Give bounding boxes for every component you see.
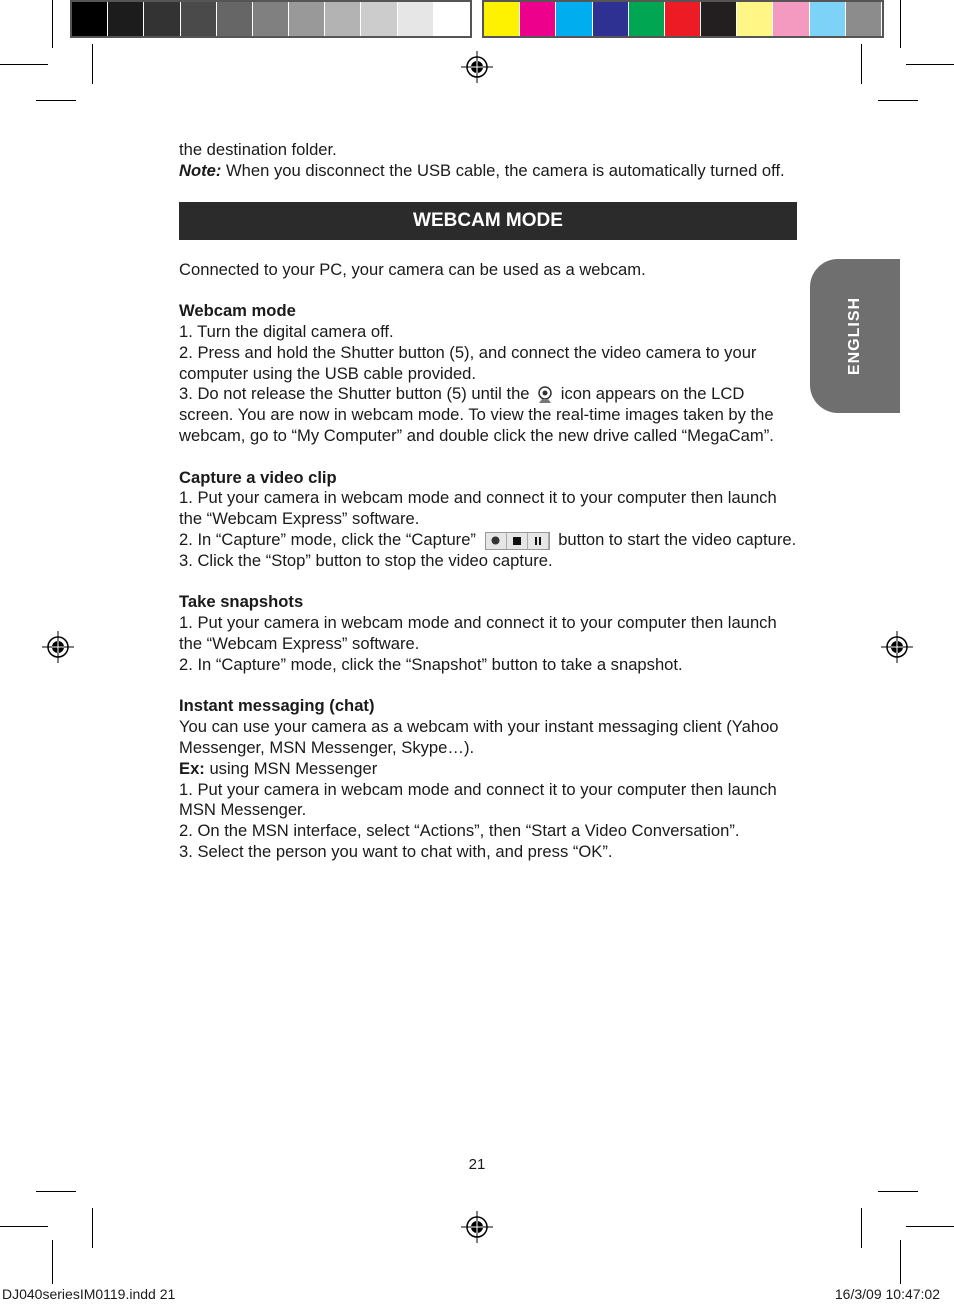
registration-mark-icon	[461, 51, 493, 83]
color-swatch	[665, 2, 701, 36]
webcam-step-3	[179, 384, 799, 446]
capture-step-2	[179, 530, 799, 551]
snapshots-step-1: 1. Put your camera in webcam mode and connect it to your computer then launch the “Webcam Express” software.	[179, 613, 777, 653]
note-paragraph	[179, 161, 799, 182]
color-swatch	[846, 2, 882, 36]
chat-intro: You can use your camera as a webcam with your instant messaging client (Yahoo Messenger, MSN Messenger, Skype…).	[179, 717, 779, 757]
registration-mark-icon	[461, 1211, 493, 1243]
registration-mark-icon	[42, 631, 74, 663]
color-swatch	[181, 2, 217, 36]
webcam-step-2: 2. Press and hold the Shutter button (5), and connect the video camera to your computer using the USB cable provided.	[179, 342, 757, 383]
example-text: using MSN Messenger	[204, 758, 378, 778]
footer-file-name: DJ040seriesIM0119.indd 21	[2, 1286, 176, 1302]
grayscale-calibration-bar	[70, 0, 472, 38]
crop-mark	[900, 0, 901, 48]
crop-mark	[52, 0, 53, 48]
color-swatch	[593, 2, 629, 36]
color-swatch	[398, 2, 434, 36]
webcam-step-1: 1. Turn the digital camera off.	[179, 321, 394, 341]
crop-mark	[878, 100, 918, 101]
snapshots-step-2: 2. In “Capture” mode, click the “Snapshot” button to take a snapshot.	[179, 654, 683, 674]
note-text: When you disconnect the USB cable, the camera is automatically turned off.	[221, 160, 785, 180]
webcam-mode-heading: Webcam mode	[179, 301, 296, 321]
crop-mark	[36, 100, 76, 101]
color-swatch	[520, 2, 556, 36]
crop-mark	[0, 1226, 48, 1227]
color-swatch	[253, 2, 289, 36]
crop-mark	[878, 1191, 918, 1192]
pause-icon	[528, 533, 549, 549]
color-swatch	[361, 2, 397, 36]
capture-heading: Capture a video clip	[179, 467, 337, 487]
webcam-step-3-end: icon appears on the LCD screen. You are now in webcam mode. To view the real-time images taken by the webcam, go to “My Computer” and double click the new drive called “MegaCam”.	[179, 384, 774, 445]
chat-heading: Instant messaging (chat)	[179, 696, 375, 716]
chat-step-1: 1. Put your camera in webcam mode and connect it to your computer then launch MSN Messenger.	[179, 779, 777, 820]
capture-step-2-start: 2. In “Capture” mode, click the “Capture”	[179, 529, 481, 549]
color-swatch	[701, 2, 737, 36]
color-swatch	[289, 2, 325, 36]
color-swatch	[773, 2, 809, 36]
chat-step-2: 2. On the MSN interface, select “Actions”, then “Start a Video Conversation”.	[179, 821, 740, 841]
color-swatch	[810, 2, 846, 36]
color-swatch	[144, 2, 180, 36]
color-calibration-bar	[482, 0, 884, 38]
crop-mark	[92, 44, 93, 84]
capture-controls-icon	[485, 532, 550, 550]
connected-paragraph: Connected to your PC, your camera can be used as a webcam.	[179, 259, 646, 279]
capture-step-1: 1. Put your camera in webcam mode and connect it to your computer then launch the “Webcam Express” software.	[179, 488, 777, 529]
crop-mark	[906, 64, 954, 65]
capture-step-2-end: button to start the video capture.	[553, 529, 797, 549]
color-swatch	[737, 2, 773, 36]
webcam-step-3-start: 3. Do not release the Shutter button (5) until the	[179, 384, 535, 404]
color-swatch	[556, 2, 592, 36]
section-banner: WEBCAM MODE	[179, 202, 797, 240]
crop-mark	[861, 44, 862, 84]
note-label: Note:	[179, 160, 222, 180]
language-side-tab	[810, 259, 900, 413]
crop-mark	[0, 64, 48, 65]
crop-mark	[906, 1226, 954, 1227]
snapshots-heading: Take snapshots	[179, 592, 304, 612]
color-swatch	[434, 2, 470, 36]
capture-step-3: 3. Click the “Stop” button to stop the video capture.	[179, 550, 553, 570]
crop-mark	[900, 1240, 901, 1284]
color-swatch	[108, 2, 144, 36]
chat-step-3: 3. Select the person you want to chat with, and press “OK”.	[179, 841, 613, 861]
language-tab-label: ENGLISH	[846, 296, 863, 376]
chat-example	[179, 759, 799, 780]
stop-icon	[507, 533, 528, 549]
example-label: Ex:	[179, 758, 205, 778]
color-swatch	[484, 2, 520, 36]
color-swatch	[217, 2, 253, 36]
footer-timestamp: 16/3/09 10:47:02	[834, 1286, 940, 1302]
registration-mark-icon	[881, 631, 913, 663]
color-swatch	[629, 2, 665, 36]
color-swatch	[72, 2, 108, 36]
crop-mark	[92, 1208, 93, 1248]
crop-mark	[52, 1240, 53, 1284]
intro-line: the destination folder.	[179, 140, 337, 159]
color-swatch	[325, 2, 361, 36]
crop-mark	[36, 1191, 76, 1192]
crop-mark	[861, 1208, 862, 1248]
webcam-icon	[534, 385, 556, 405]
page-number: 21	[468, 1156, 486, 1173]
record-icon	[486, 533, 507, 549]
manual-content	[179, 140, 799, 863]
